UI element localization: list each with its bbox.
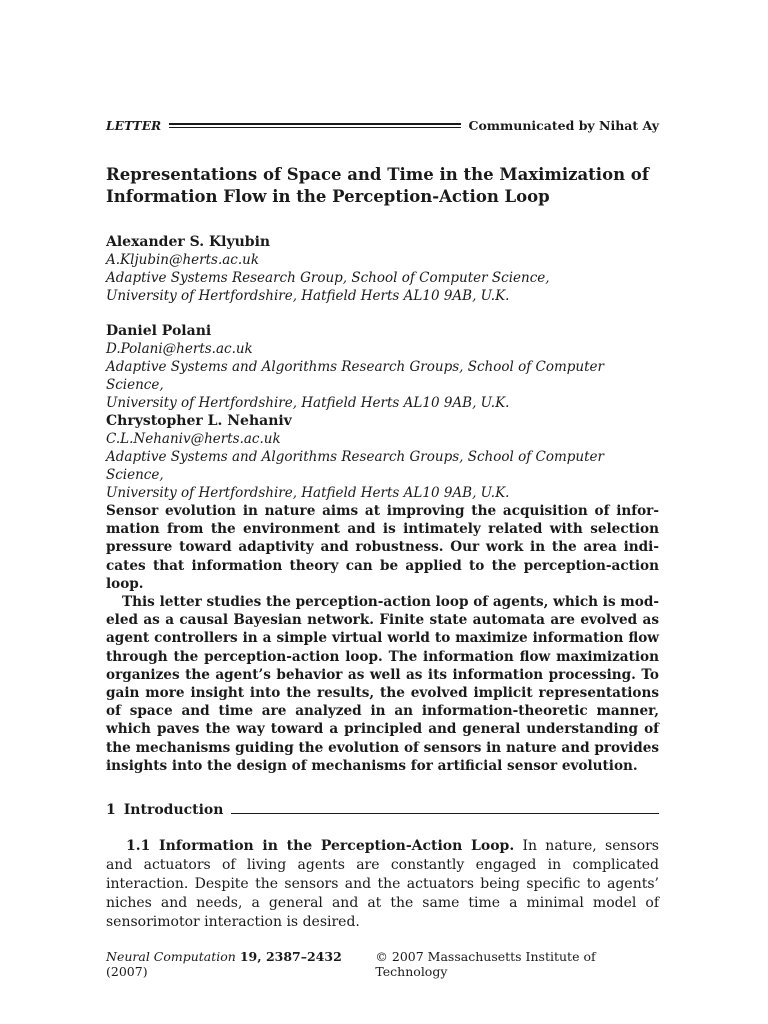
author-name: Daniel Polani (106, 323, 212, 339)
letter-label: LETTER (106, 118, 162, 133)
subsection-text: In nature, sensors and actuators of living agents are constantly engaged in complicated interaction. Despite the sensors and the actuators being specific to agents’ niches and needs, a general and at the same time a minimal model of sensorimotor interaction is desired. (106, 838, 659, 930)
title-line: Representations of Space and Time in the Maximization of (106, 165, 649, 184)
author-email[interactable]: D.Polani@herts.ac.uk (106, 341, 253, 357)
abstract-paragraph: Sensor evolution in nature aims at improving the acquisition of information from the environment and is intimately related with selection pressure toward adaptivity and robustness. Our work in the area indicates that information theory can be applied to the perception-action loop. (106, 503, 659, 592)
section-title: Introduction (123, 802, 224, 818)
citation (106, 949, 375, 979)
volume-pages: 19, 2387–2432 (239, 949, 342, 964)
journal-name: Neural Computation (106, 949, 236, 964)
author-email[interactable]: C.L.Nehaniv@herts.ac.uk (106, 431, 281, 447)
year: (2007) (106, 964, 148, 979)
section-number: 1 (106, 802, 116, 818)
page-footer (106, 949, 659, 979)
author-affiliation: Adaptive Systems and Algorithms Research Groups, School of Computer Science, (106, 359, 604, 393)
author-affiliation: Adaptive Systems and Algorithms Research Groups, School of Computer Science, (106, 449, 604, 483)
paper-title (106, 164, 659, 208)
communicated-by: Communicated by Nihat Ay (468, 118, 659, 133)
author-affiliation: Adaptive Systems Research Group, School of Computer Science, (106, 270, 550, 286)
abstract-paragraph: This letter studies the perception-action loop of agents, which is modeled as a causal Bayesian network. Finite state automata are evolved as agent controllers in a simple virtual world to maximize information flow through the perception-action loop. The information flow maximization organizes the agent’s behavior as well as its information processing. To gain more insight into the results, the evolved implicit representations of space and time are analyzed in an information-theoretic manner, which paves the way toward a principled and general understanding of the mechanisms guiding the evolution of sensors in nature and provides insights into the design of mechanisms for artificial sensor evolution. (106, 594, 659, 774)
copyright: © 2007 Massachusetts Institute of Technology (375, 949, 596, 979)
author-block (106, 412, 659, 502)
section-rule (231, 813, 659, 814)
letter-header (106, 118, 659, 133)
author-block (106, 322, 659, 412)
author-affiliation: University of Hertfordshire, Hatfield Herts AL10 9AB, U.K. (106, 288, 510, 304)
section-heading (106, 802, 659, 818)
author-name: Alexander S. Klyubin (106, 234, 271, 250)
body-paragraph (106, 837, 659, 932)
header-double-rule (169, 123, 460, 128)
author-name: Chrystopher L. Nehaniv (106, 413, 292, 429)
author-affiliation: University of Hertfordshire, Hatfield Herts AL10 9AB, U.K. (106, 395, 510, 411)
author-email[interactable]: A.Kljubin@herts.ac.uk (106, 252, 260, 268)
subsection-heading: 1.1 Information in the Perception-Action Loop. (126, 838, 515, 854)
abstract (106, 502, 659, 775)
author-block (106, 233, 659, 305)
title-line: Information Flow in the Perception-Action Loop (106, 187, 550, 206)
author-affiliation: University of Hertfordshire, Hatfield Herts AL10 9AB, U.K. (106, 485, 510, 501)
